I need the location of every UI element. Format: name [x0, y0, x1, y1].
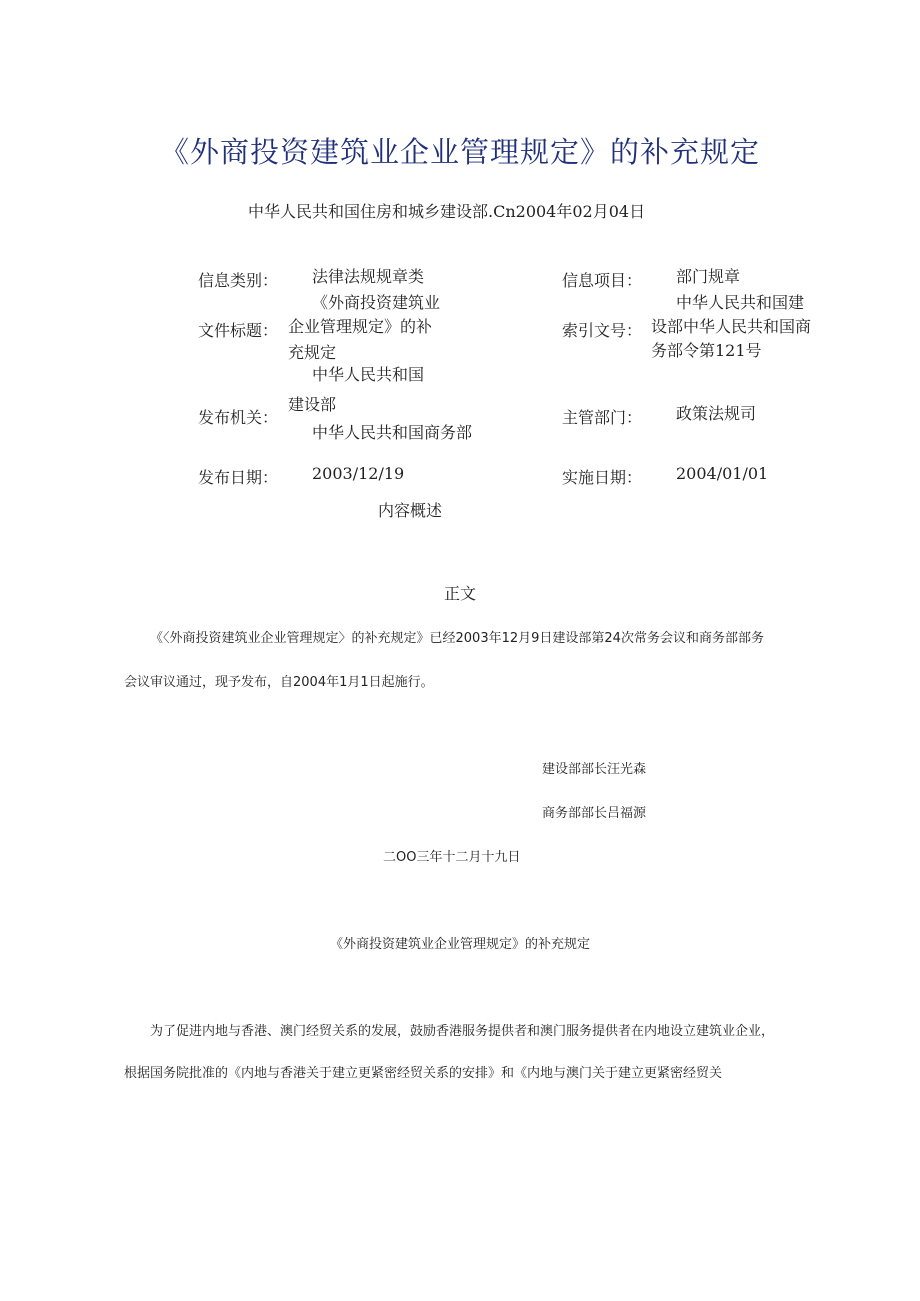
signature-construction-minister: 建设部部长汪光森 [542, 762, 647, 777]
issue-date: 二OO三年十二月十九日 [383, 850, 521, 865]
body-paragraph-2-line-1: 为了促进内地与香港、澳门经贸关系的发展，鼓励香港服务提供者和澳门服务提供者在内地设立建筑业企业， [150, 1024, 775, 1039]
summary-label: 内容概述 [378, 501, 443, 520]
item-label: 信息项目： [562, 271, 643, 290]
index-label: 索引文号： [562, 321, 643, 340]
category-value: 法律法规规章类 [312, 267, 425, 286]
body-paragraph-2-line-2: 根据国务院批准的《内地与香港关于建立更紧密经贸关系的安排》和《内地与澳门关于建立更紧密经贸关 [124, 1066, 723, 1081]
effdate-value: 2004/01/01 [676, 464, 769, 483]
file-title-line-2: 企业管理规定》的补 [288, 317, 433, 336]
body-subheading: 《外商投资建筑业企业管理规定》的补充规定 [329, 937, 590, 952]
issuer-label: 发布机关： [198, 408, 279, 427]
index-line-3: 务部令第121号 [651, 341, 762, 360]
index-line-1: 中华人民共和国建 [676, 293, 805, 312]
page-title: 《外商投资建筑业企业管理规定》的补充规定 [159, 135, 760, 169]
source-line: 中华人民共和国住房和城乡建设部.Cn2004年02月04日 [248, 202, 646, 221]
file-title-label: 文件标题： [198, 321, 279, 340]
body-heading: 正文 [443, 584, 476, 603]
body-paragraph-1-line-1: 《〈外商投资建筑业企业管理规定〉的补充规定》已经2003年12月9日建设部第24次常务会议和商务部部务 [150, 631, 764, 646]
pubdate-value: 2003/12/19 [312, 464, 405, 483]
issuer-line-1: 中华人民共和国 [312, 365, 425, 384]
category-label: 信息类别： [198, 271, 279, 290]
dept-label: 主管部门： [562, 408, 643, 427]
index-line-2: 设部中华人民共和国商 [651, 317, 812, 336]
issuer-line-2: 建设部 [288, 395, 337, 414]
signature-commerce-minister: 商务部部长吕福源 [542, 806, 647, 821]
file-title-line-3: 充规定 [288, 343, 337, 362]
item-value: 部门规章 [676, 267, 741, 286]
body-paragraph-1-line-2: 会议审议通过，现予发布，自2004年1月1日起施行。 [124, 675, 434, 690]
dept-value: 政策法规司 [676, 404, 757, 423]
effdate-label: 实施日期： [562, 468, 643, 487]
issuer-line-3: 中华人民共和国商务部 [312, 423, 473, 442]
pubdate-label: 发布日期： [198, 468, 279, 487]
file-title-line-1: 《外商投资建筑业 [312, 293, 441, 312]
